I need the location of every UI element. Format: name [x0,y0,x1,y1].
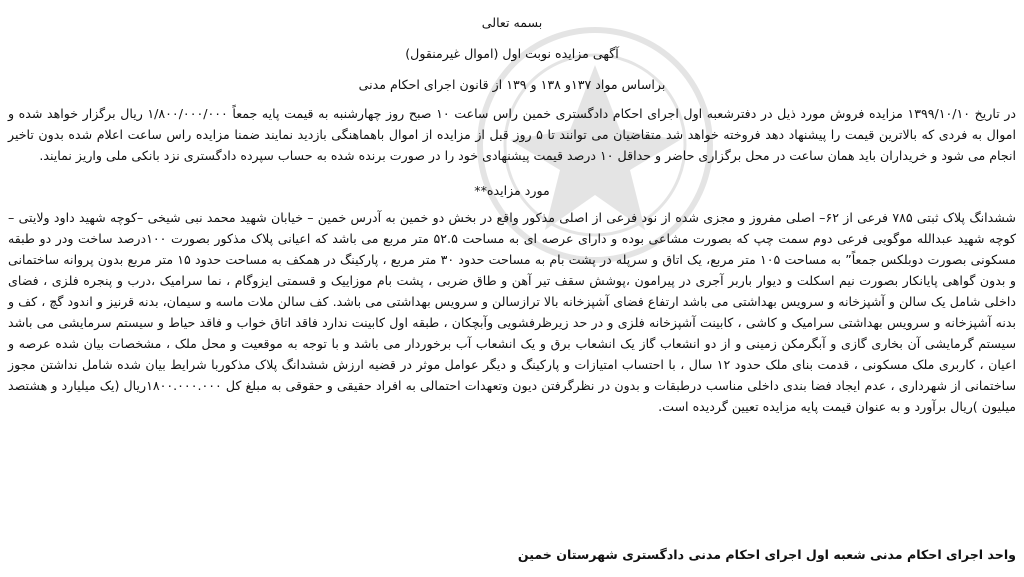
basmala-heading: بسمه تعالی [481,15,543,30]
issuing-office-footer: واحد اجرای احکام مدنی شعبه اول اجرای احکام مدنی دادگستری شهرستان خمین [517,547,1016,562]
auction-item-heading: مورد مزایده** [474,183,550,198]
notice-document [8,6,1016,573]
property-description-paragraph: ششدانگ پلاک ثبتی ۷۸۵ فرعی از ۶۲– اصلی مفروز و مجزی شده از نود فرعی از اصلی مذکور واقع در بخش دو خمین به آدرس خمین – خیابان شهید محمد نبی شیخی –کوچه شهید داود ولایتی – کوچه شهید عبدالله موگویی فرعی دوم سمت چپ که بصورت مشاعی بوده و دارای عرصه ای به مساحت ۵۲.۵ متر مربع می باشد که اعیانی پلاک مذکور بصورت ۱۰۰درصد ساخت ودر دو طبقه مسکونی بصورت دوبلکس جمعاً” به مساحت ۱۰۵ متر مربع، یک اتاق و سرپله در پشت بام به مساحت حدود ۳۰ متر مربع ، پارکینگ در همکف به مساحت حدود ۱۵ متر مربع بدون پروانه ساختمانی و بدون گواهی پایانکار بصورت نیم اسکلت و دیوار باربر آجری در پیرامون ،پوشش سقف تیر آهن و طاق ضربی ، پشت بام موزاییک و قسمتی ایزوگام ، نما سرامیک ،درب و پنجره فلزی ، فضای داخلی شامل یک سالن و آشپزخانه و سرویس بهداشتی می باشد ارتفاع فضای آشپزخانه بالا ترازسالن و سرویس بهداشتی می باشد. کف سالن ملات ماسه و سیمان، بدنه قرنیز و اندود گچ ، کف و بدنه آشپزخانه و سرویس بهداشتی سرامیک و کاشی ، کابینت آشپزخانه فلزی و در حد زیرظرفشویی وآبچکان ، طبقه اول کابینت ندارد فاقد اتاق خواب و فاقد حیاط و سیستم سرمایشی می باشد سیستم گرمایشی آن بخاری گازی و آبگرمکن زمینی و از دو انشعاب گاز یک انشعاب برق و یک انشعاب آب برخوردار می باشد و با توجه به موقعیت و محل ملک ، مشخصات بیان شده عرصه و اعیان ، کاربری ملک مسکونی ، قدمت بنای ملک حدود ۱۲ سال ، با احتساب امتیازات و پارکینگ و دیگر عوامل موثر در قضیه ارزش ششدانگ پلاک مذکوربا شرایط بیان شده شامل نداشتن مجوز ساختمانی از شهرداری ، عدم ایجاد فضا بندی داخلی مناسب درطبقات و بدون در نظرگرفتن دیون وتعهدات احتمالی به افراد حقیقی و حقوقی به مبلغ کل ۱۸۰۰.۰۰۰.۰۰۰ریال (یک میلیارد و هشتصد میلیون )ریال برآورد و به عنوان قیمت پایه مزایده تعیین گردیده است. [8,210,1017,414]
notice-title: آگهی مزایده نوبت اول (اموال غیرمنقول) [405,46,619,61]
legal-basis-line: براساس مواد ۱۳۷و ۱۳۸ و ۱۳۹ از قانون اجرای احکام مدنی [358,77,666,92]
intro-paragraph: در تاریخ ۱۳۹۹/۱۰/۱۰ مزایده فروش مورد ذیل در دفترشعبه اول اجرای احکام دادگستری خمین راس ساعت ۱۰ صبح روز چهارشنبه به قیمت پایه جمعاً ۱/۸۰۰/۰۰۰/۰۰۰ ریال برگزار خواهد شده و اموال به فردی که بالاترین قیمت را پیشنهاد دهد فروخته خواهد شد متقاضیان می توانند تا ۵ روز قبل از مزایده از اموال باهماهنگی بازدید نمایند ضمنا مزایده راس ساعت اعلام شده بدون تاخیر انجام می شود و خریداران باید همان ساعت در محل برگزاری حاضر و حداقل ۱۰ درصد قیمت پیشنهادی خود را در صورت برنده شده به حساب سپرده دادگستری نزد بانکی ملی واریز نمایند. [8,106,1017,163]
